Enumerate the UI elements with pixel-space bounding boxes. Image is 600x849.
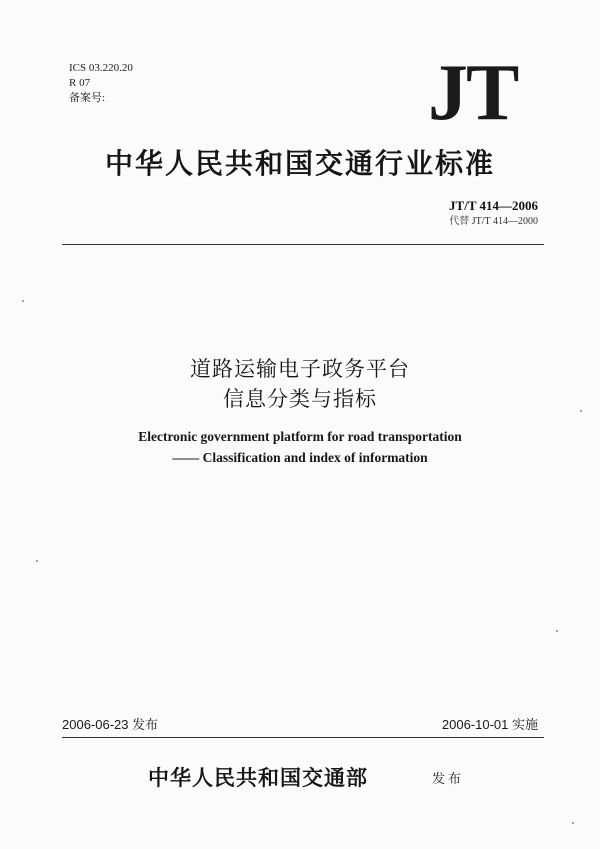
bottom-divider <box>62 737 544 738</box>
issuing-authority: 中华人民共和国交通部 <box>148 766 368 790</box>
scan-speck <box>36 560 38 562</box>
top-divider <box>62 244 544 245</box>
ics-code: ICS 03.220.20 <box>69 62 133 74</box>
publish-label: 发布 <box>432 772 465 787</box>
english-title-line-1: Electronic government platform for road transportation <box>138 429 462 444</box>
scan-speck <box>580 410 582 412</box>
english-title-line-2: —— Classification and index of information <box>172 450 428 465</box>
standard-number: JT/T 414—2006 <box>449 198 538 213</box>
jt-logo: JT <box>428 49 518 137</box>
classification-code: R 07 <box>69 77 91 89</box>
scan-speck <box>22 300 24 302</box>
scan-speck <box>572 822 574 824</box>
standard-category-title: 中华人民共和国交通行业标准 <box>104 147 495 180</box>
scan-speck <box>556 630 558 632</box>
record-number-label: 备案号: <box>69 92 106 104</box>
chinese-title-line-2: 信息分类与指标 <box>223 387 377 411</box>
implementation-date: 2006-10-01 实施 <box>441 717 538 732</box>
issue-date: 2006-06-23 发布 <box>62 717 159 732</box>
chinese-title-line-1: 道路运输电子政务平台 <box>190 357 410 381</box>
replaced-standard: 代替 JT/T 414—2000 <box>449 216 538 227</box>
